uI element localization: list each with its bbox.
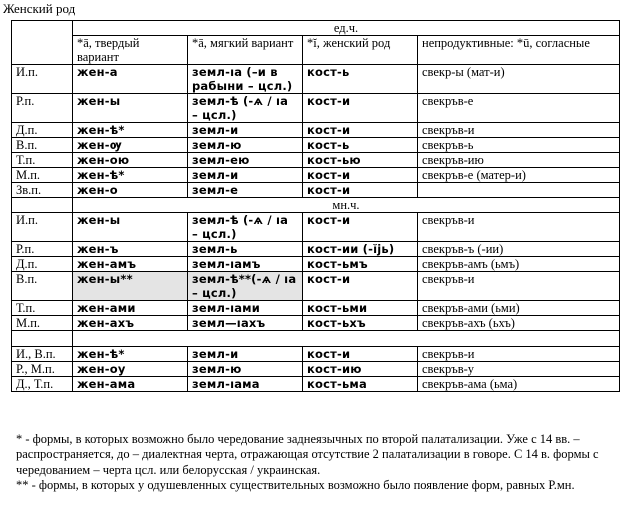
form-cell: земл-и <box>188 123 303 138</box>
form-cell: жен-ѣ* <box>73 347 188 362</box>
form-cell: кост-и <box>303 94 418 123</box>
form-cell: кост-ьхъ <box>303 316 418 331</box>
form-cell: кост-и <box>303 123 418 138</box>
form-cell: земл—ıахъ <box>188 316 303 331</box>
table-row <box>12 123 620 138</box>
table-row <box>12 138 620 153</box>
form-cell <box>418 183 620 198</box>
table-row <box>12 65 620 94</box>
plural-header: мн.ч. <box>73 198 620 213</box>
form-cell: земл-ѣ (-ѧ / ıа – цсл.) <box>188 94 303 123</box>
form-cell: жен-а <box>73 65 188 94</box>
form-cell: кост-и <box>303 183 418 198</box>
form-cell: земл-и <box>188 347 303 362</box>
form-cell: свекръв-е <box>418 94 620 123</box>
form-cell: свекръв-и <box>418 347 620 362</box>
form-cell: кост-и <box>303 272 418 301</box>
form-cell: свекр-ы (мат-и) <box>418 65 620 94</box>
form-cell: кост-ию <box>303 362 418 377</box>
table-row <box>12 301 620 316</box>
page-title: Женский род <box>3 1 76 16</box>
form-cell: жен-ахъ <box>73 316 188 331</box>
declension-table <box>11 20 620 392</box>
singular-rows <box>12 65 620 198</box>
table-row <box>12 377 620 392</box>
form-cell: жен-ъ <box>73 242 188 257</box>
case-cell: И.п. <box>12 65 73 94</box>
corner-cell <box>12 21 73 65</box>
footnote: * - формы, в которых возможно было чередование заднеязычных по второй палатализации. Уже с 14 вв. – распространяется, до – диалектная черта, отражающая отсутствие 2 палатализации в говоре. С 14 в. формы с чередованием – черта цсл. или белорусская / украинская. <box>16 432 599 477</box>
plural-header-row <box>12 198 620 213</box>
separator-cell <box>73 331 620 347</box>
form-cell: свекръв-ъ (-ии) <box>418 242 620 257</box>
form-cell: земл-ıамъ <box>188 257 303 272</box>
case-cell: Р., М.п. <box>12 362 73 377</box>
form-cell: свекръв-и <box>418 213 620 242</box>
form-cell: свекръв-ию <box>418 153 620 168</box>
form-cell: кост-ью <box>303 153 418 168</box>
form-cell: кост-ьма <box>303 377 418 392</box>
case-cell: И.п. <box>12 213 73 242</box>
case-cell: Зв.п. <box>12 183 73 198</box>
case-cell: В.п. <box>12 138 73 153</box>
case-cell: Д.п. <box>12 123 73 138</box>
column-header: *ā, твердый вариант <box>73 36 188 65</box>
form-cell: земл-ю <box>188 138 303 153</box>
form-cell: свекръв-у <box>418 362 620 377</box>
form-cell: свекръв-ахъ (ьхъ) <box>418 316 620 331</box>
form-cell: свекръв-ами (ьми) <box>418 301 620 316</box>
corner-cell <box>12 198 73 213</box>
form-cell: земл-е <box>188 183 303 198</box>
case-cell: Т.п. <box>12 153 73 168</box>
column-header: непродуктивные: *ū, согласные <box>418 36 620 65</box>
table-row <box>12 213 620 242</box>
plural-rows <box>12 213 620 331</box>
form-cell: кост-ьми <box>303 301 418 316</box>
form-cell: жен-о <box>73 183 188 198</box>
table-row <box>12 168 620 183</box>
form-cell: кост-и <box>303 347 418 362</box>
form-cell: кост-ьмъ <box>303 257 418 272</box>
column-header: *ā, мягкий вариант <box>188 36 303 65</box>
footnotes <box>16 432 638 493</box>
case-cell: Р.п. <box>12 94 73 123</box>
column-header: *ĭ, женский род <box>303 36 418 65</box>
form-cell: земл-и <box>188 168 303 183</box>
header-number-row <box>12 21 620 36</box>
form-cell: кост-и <box>303 213 418 242</box>
table-row <box>12 153 620 168</box>
form-cell: земл-ıами <box>188 301 303 316</box>
column-header-row <box>12 36 620 65</box>
form-cell: кост-ии (-ĭjь) <box>303 242 418 257</box>
table-row <box>12 362 620 377</box>
table-row <box>12 347 620 362</box>
case-cell: Т.п. <box>12 301 73 316</box>
case-cell: М.п. <box>12 316 73 331</box>
dual-separator-row <box>12 331 620 347</box>
form-cell: жен-ѣ* <box>73 168 188 183</box>
form-cell: свекръв-ама (ьма) <box>418 377 620 392</box>
form-cell: жен-ѣ* <box>73 123 188 138</box>
form-cell: жен-ы <box>73 94 188 123</box>
form-cell: жен-ами <box>73 301 188 316</box>
form-cell: кост-и <box>303 168 418 183</box>
form-cell: свекръв-амъ (ьмъ) <box>418 257 620 272</box>
form-cell: земл-ѣ (-ѧ / ıа – цсл.) <box>188 213 303 242</box>
form-cell: кост-ь <box>303 65 418 94</box>
form-cell: земл-ь <box>188 242 303 257</box>
form-cell: жен-ы** <box>73 272 188 301</box>
case-cell: Д., Т.п. <box>12 377 73 392</box>
form-cell: свекръв-и <box>418 123 620 138</box>
case-cell: И., В.п. <box>12 347 73 362</box>
footnote: ** - формы, в которых у одушевленных существительных возможно было появление форм, равных Р.мн. <box>16 477 575 492</box>
case-cell: М.п. <box>12 168 73 183</box>
form-cell: свекръв-ь <box>418 138 620 153</box>
form-cell: жен-оу <box>73 362 188 377</box>
table-row <box>12 257 620 272</box>
form-cell: жен-ама <box>73 377 188 392</box>
singular-header: ед.ч. <box>73 21 620 36</box>
form-cell: земл-ю <box>188 362 303 377</box>
form-cell: свекръв-и <box>418 272 620 301</box>
table-row <box>12 272 620 301</box>
form-cell: жен-ы <box>73 213 188 242</box>
form-cell: кост-ь <box>303 138 418 153</box>
form-cell: жен-ою <box>73 153 188 168</box>
form-cell: земл-ѣ**(-ѧ / ıа – цсл.) <box>188 272 303 301</box>
table-row <box>12 183 620 198</box>
form-cell: земл-ıа (–и в рабыни – цсл.) <box>188 65 303 94</box>
form-cell: свекръв-е (матер-и) <box>418 168 620 183</box>
case-cell: Р.п. <box>12 242 73 257</box>
table-row <box>12 94 620 123</box>
separator-cell <box>12 331 73 347</box>
case-cell: Д.п. <box>12 257 73 272</box>
table-row <box>12 242 620 257</box>
form-cell: жен-амъ <box>73 257 188 272</box>
form-cell: жен-ѹ <box>73 138 188 153</box>
table-row <box>12 316 620 331</box>
case-cell: В.п. <box>12 272 73 301</box>
form-cell: земл-ею <box>188 153 303 168</box>
form-cell: земл-ıама <box>188 377 303 392</box>
dual-rows <box>12 347 620 392</box>
